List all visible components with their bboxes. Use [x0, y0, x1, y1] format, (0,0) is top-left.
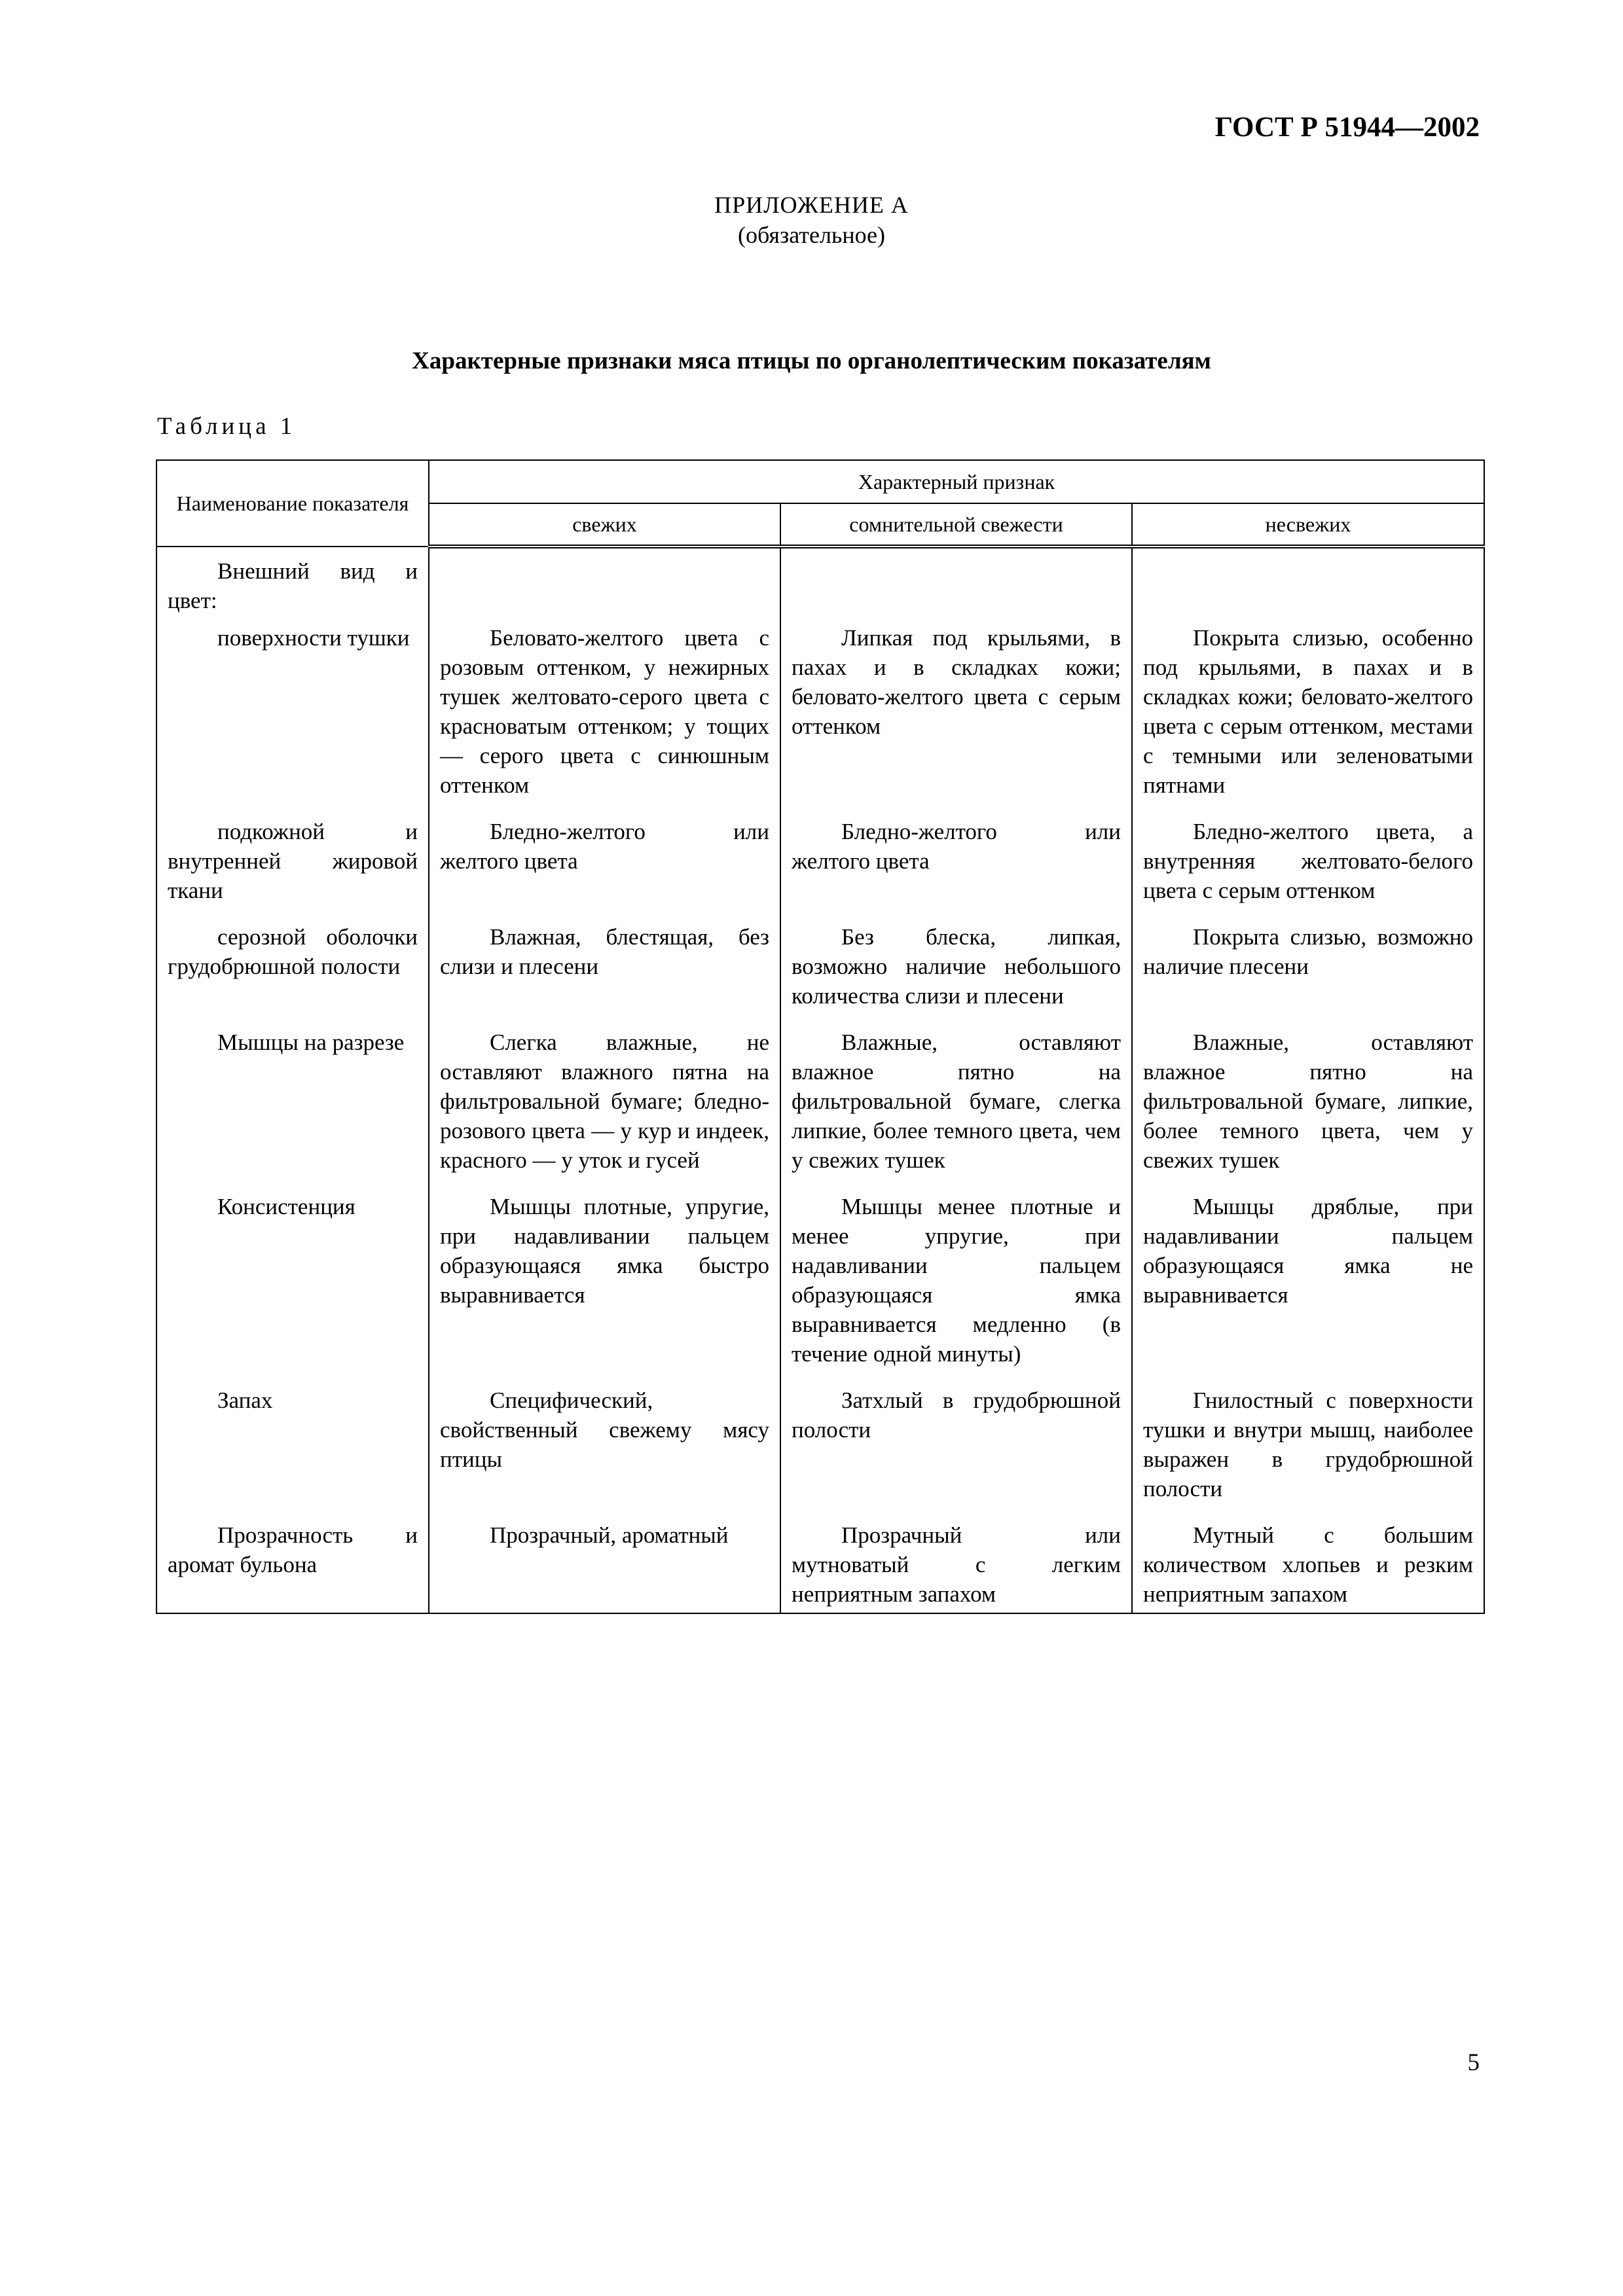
header-indicator-name: Наименование показателя: [156, 460, 429, 547]
cell-fresh: [440, 548, 769, 565]
header-fresh: свежих: [429, 503, 780, 547]
header-doubtful: сомнительной свежести: [780, 503, 1132, 547]
table-row: [156, 1383, 1484, 1518]
appendix-title: ПРИЛОЖЕНИЕ А: [714, 192, 909, 218]
cell-doubtful: Липкая под крыльями, в пахах и в складках кожи; беловато-желтого цвета с серым оттенком: [792, 625, 1121, 739]
table-row: [156, 1025, 1484, 1189]
cell-fresh: Слегка влажные, не оставляют влажного пятна на фильтровальной бумаге; бледно-розового цвета — у кур и индеек, красного — у уток и гусей: [440, 1030, 769, 1173]
cell-stale: [1143, 548, 1473, 565]
cell-doubtful: Без блеска, липкая, возможно наличие небольшого количества слизи и плесени: [792, 924, 1121, 1009]
row-name: Консистенция: [217, 1194, 356, 1219]
appendix-note: (обязательное): [738, 222, 885, 248]
appendix-heading: [0, 190, 1623, 250]
cell-fresh: Прозрачный, ароматный: [490, 1522, 729, 1548]
document-title: Характерные признаки мяса птицы по органолептическим показателям: [412, 348, 1211, 374]
table-row: [156, 1189, 1484, 1383]
row-name: серозной оболочки грудобрюшной полости: [168, 924, 418, 979]
cell-fresh: Беловато-желтого цвета с розовым оттенком, у нежирных тушек желтовато-серого цвета с красноватым оттенком; у тощих — серого цвета с синюшным оттенком: [440, 625, 769, 798]
header-stale: несвежих: [1132, 503, 1484, 547]
table-caption: Таблица 1: [157, 413, 297, 440]
row-name: Мышцы на разрезе: [217, 1030, 405, 1055]
cell-doubtful: Прозрачный или мутноватый с легким неприятным запахом: [792, 1522, 1121, 1607]
cell-stale: Покрыта слизью, особенно под крыльями, в пахах и в складках кожи; беловато-желтого цвета с серым оттенком, местами с темными или зеленоватыми пятнами: [1143, 625, 1474, 798]
cell-fresh: Бледно-желтого или желтого цвета: [440, 819, 769, 874]
table-row: [156, 920, 1484, 1025]
row-name: Прозрачность и аромат бульона: [168, 1522, 418, 1577]
table-row: [156, 547, 1484, 620]
cell-fresh: Влажная, блестящая, без слизи и плесени: [440, 924, 769, 979]
row-name: Внешний вид и цвет:: [168, 558, 418, 613]
row-name: подкожной и внутренней жировой ткани: [168, 819, 418, 903]
cell-fresh: Специфический, свойственный свежему мясу птицы: [440, 1388, 769, 1472]
cell-stale: Мышцы дряблые, при надавливании пальцем образующаяся ямка не выравнивается: [1143, 1194, 1474, 1308]
characteristics-table: [156, 459, 1485, 1614]
cell-doubtful: Мышцы менее плотные и менее упругие, при надавливании пальцем образующаяся ямка выравнивается медленно (в течение одной минуты): [792, 1194, 1121, 1367]
cell-doubtful: [792, 548, 1121, 565]
header-characteristic: Характерный признак: [429, 460, 1484, 503]
cell-stale: Покрыта слизью, возможно наличие плесени: [1143, 924, 1474, 979]
cell-stale: Влажные, оставляют влажное пятно на фильтровальной бумаге, липкие, более темного цвета, чем у свежих тушек: [1143, 1030, 1474, 1173]
cell-doubtful: Бледно-желтого или желтого цвета: [792, 819, 1121, 874]
cell-stale: Мутный с большим количеством хлопьев и резким неприятным запахом: [1143, 1522, 1474, 1607]
cell-fresh: Мышцы плотные, упругие, при надавливании пальцем образующаяся ямка быстро выравнивается: [440, 1194, 769, 1308]
table-row: [156, 814, 1484, 920]
cell-stale: Гнилостный с поверхности тушки и внутри мышц, наиболее выражен в грудобрюшной полости: [1143, 1388, 1474, 1501]
table-row: [156, 620, 1484, 814]
table-row: [156, 1518, 1484, 1613]
page-number: 5: [1467, 2049, 1480, 2076]
row-name: Запах: [217, 1388, 273, 1413]
document-code: ГОСТ Р 51944—2002: [1214, 112, 1480, 143]
cell-doubtful: Затхлый в грудобрюшной полости: [792, 1388, 1121, 1443]
cell-doubtful: Влажные, оставляют влажное пятно на фильтровальной бумаге, слегка липкие, более темного цвета, чем у свежих тушек: [792, 1030, 1121, 1173]
row-name: поверхности тушки: [217, 625, 410, 651]
cell-stale: Бледно-желтого цвета, а внутренняя желтовато-белого цвета с серым оттенком: [1143, 819, 1474, 903]
